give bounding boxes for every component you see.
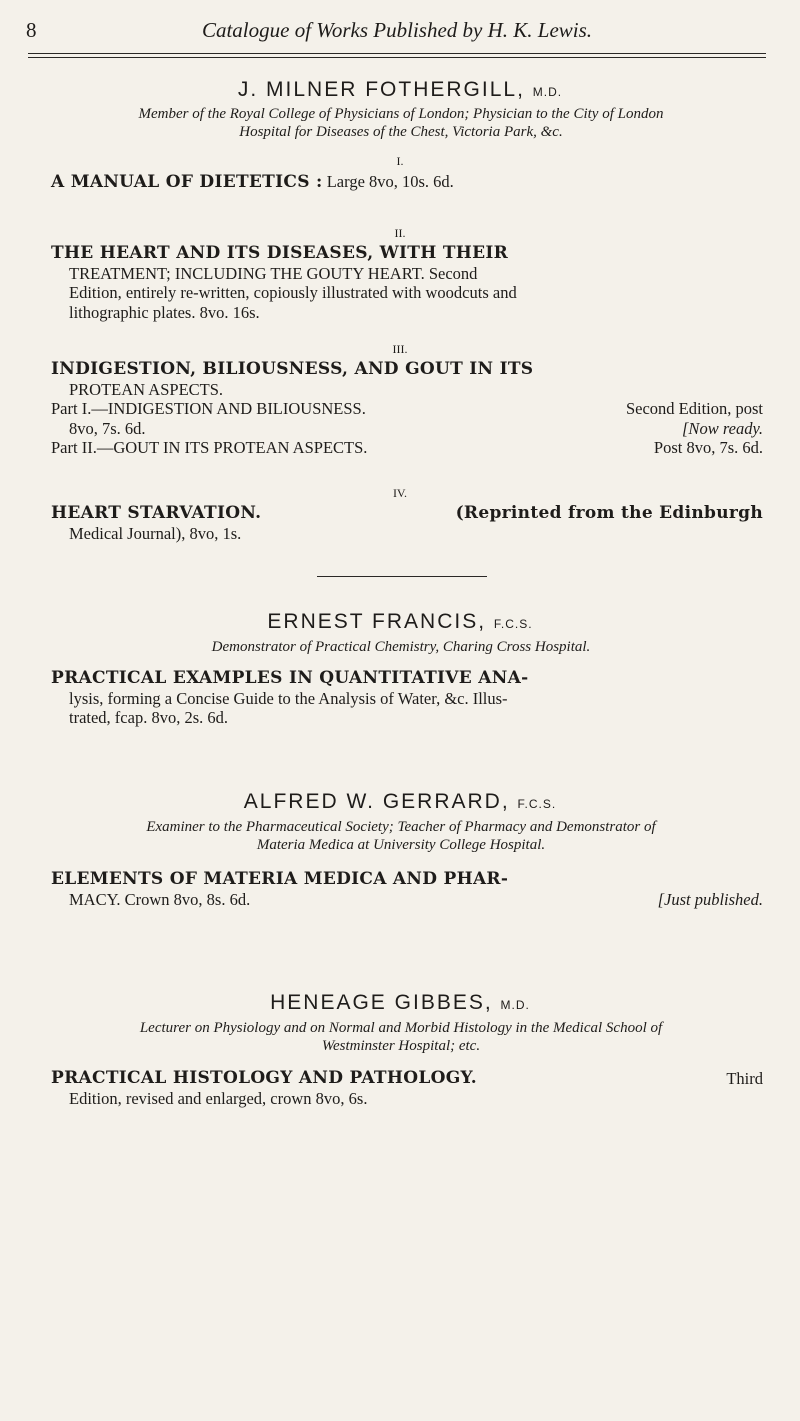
work-entry-heart-diseases xyxy=(51,244,763,322)
work-status: [Just published. xyxy=(657,889,763,909)
credentials-line: Member of the Royal College of Physicians of London; Physician to the City of London xyxy=(138,106,664,122)
work-part-details: Second Edition, post xyxy=(625,399,763,418)
work-entry-quantitative-analysis xyxy=(51,669,763,728)
work-line: Medical Journal), 8vo, 1s. xyxy=(69,523,242,543)
work-entry-heart-starvation xyxy=(51,504,763,543)
credentials-line: Westminster Hospital; etc. xyxy=(321,1038,481,1054)
work-line: PROTEAN ASPECTS. xyxy=(69,379,224,399)
author-francis xyxy=(0,610,800,634)
work-details: Large 8vo, 10s. 6d. xyxy=(326,172,454,191)
author-credentials xyxy=(40,1019,762,1055)
work-line xyxy=(51,890,763,910)
credentials-line: Lecturer on Physiology and on Normal and Morbid Histology in the Medical School of xyxy=(139,1020,663,1036)
author-degree: M.D. xyxy=(532,85,563,99)
author-credentials xyxy=(40,638,762,656)
author-fothergill xyxy=(0,78,800,102)
running-title: Catalogue of Works Published by H. K. Lewis. xyxy=(201,18,593,42)
work-part-price: 8vo, 7s. 6d. xyxy=(69,418,146,438)
work-line: Edition, revised and enlarged, crown 8vo, 6s. xyxy=(69,1088,368,1108)
work-part-title: Part II.—GOUT IN ITS PROTEAN ASPECTS. xyxy=(51,438,368,457)
work-title: INDIGESTION, BILIOUSNESS, AND GOUT IN ITS xyxy=(51,359,534,379)
work-title: THE HEART AND ITS DISEASES, WITH THEIR xyxy=(51,243,509,263)
header-rule xyxy=(28,53,766,54)
work-entry-materia-medica xyxy=(51,870,763,909)
author-credentials xyxy=(40,818,762,854)
work-part-line xyxy=(51,399,763,419)
work-line: Edition, entirely re-written, copiously illustrated with woodcuts and xyxy=(69,283,517,302)
page-number: 8 xyxy=(26,18,37,42)
work-numeral: IV. xyxy=(392,486,408,500)
author-name: J. MILNER FOTHERGILL, xyxy=(237,78,525,101)
work-entry-dietetics xyxy=(51,172,763,193)
work-title: PRACTICAL EXAMPLES IN QUANTITATIVE ANA- xyxy=(51,668,529,688)
credentials-line: Examiner to the Pharmaceutical Society; Teacher of Pharmacy and Demonstrator of xyxy=(146,819,656,835)
work-numeral: II. xyxy=(394,226,406,240)
work-part-line xyxy=(51,419,763,439)
author-credentials xyxy=(40,105,762,141)
author-name: HENEAGE GIBBES, xyxy=(270,991,493,1014)
work-status: [Now ready. xyxy=(682,418,763,438)
work-line: trated, fcap. 8vo, 2s. 6d. xyxy=(69,708,228,727)
work-entry-indigestion xyxy=(51,360,763,458)
credentials-line: Hospital for Diseases of the Chest, Victoria Park, &c. xyxy=(239,124,563,140)
work-entry-histology xyxy=(51,1069,763,1108)
author-gerrard xyxy=(0,790,800,814)
work-numeral: III. xyxy=(392,342,408,356)
section-divider xyxy=(317,576,487,577)
credentials-line: Materia Medica at University College Hospital. xyxy=(256,837,546,853)
work-title: ELEMENTS OF MATERIA MEDICA AND PHAR- xyxy=(51,869,509,889)
work-line: lysis, forming a Concise Guide to the Analysis of Water, &c. Illus- xyxy=(69,688,508,708)
work-details: MACY. Crown 8vo, 8s. 6d. xyxy=(69,889,251,909)
work-title: PRACTICAL HISTOLOGY AND PATHOLOGY. xyxy=(51,1068,477,1088)
credentials-line: Demonstrator of Practical Chemistry, Charing Cross Hospital. xyxy=(211,639,591,655)
work-details: (Reprinted from the Edinburgh xyxy=(455,503,763,523)
author-name: ALFRED W. GERRARD, xyxy=(243,790,510,813)
work-line: TREATMENT; INCLUDING THE GOUTY HEART. Second xyxy=(69,263,478,283)
work-line: lithographic plates. 8vo. 16s. xyxy=(69,302,260,322)
work-part-title: Part I.—INDIGESTION AND BILIOUSNESS. xyxy=(51,399,366,418)
work-title-line xyxy=(51,504,763,524)
author-degree: M.D. xyxy=(500,998,530,1012)
page-header xyxy=(20,14,774,54)
author-name: ERNEST FRANCIS, xyxy=(267,610,487,633)
work-details: Third xyxy=(726,1069,763,1088)
work-part-details: Post 8vo, 7s. 6d. xyxy=(653,438,763,457)
work-title-line xyxy=(51,1069,763,1089)
author-gibbes xyxy=(0,991,800,1015)
header-rule-thin xyxy=(28,57,766,58)
work-part-line xyxy=(51,438,763,458)
author-degree: F.C.S. xyxy=(493,617,533,631)
work-numeral: I. xyxy=(396,154,404,168)
author-degree: F.C.S. xyxy=(517,797,557,811)
work-title: A MANUAL OF DIETETICS : xyxy=(51,172,323,192)
work-title: HEART STARVATION. xyxy=(51,503,262,523)
